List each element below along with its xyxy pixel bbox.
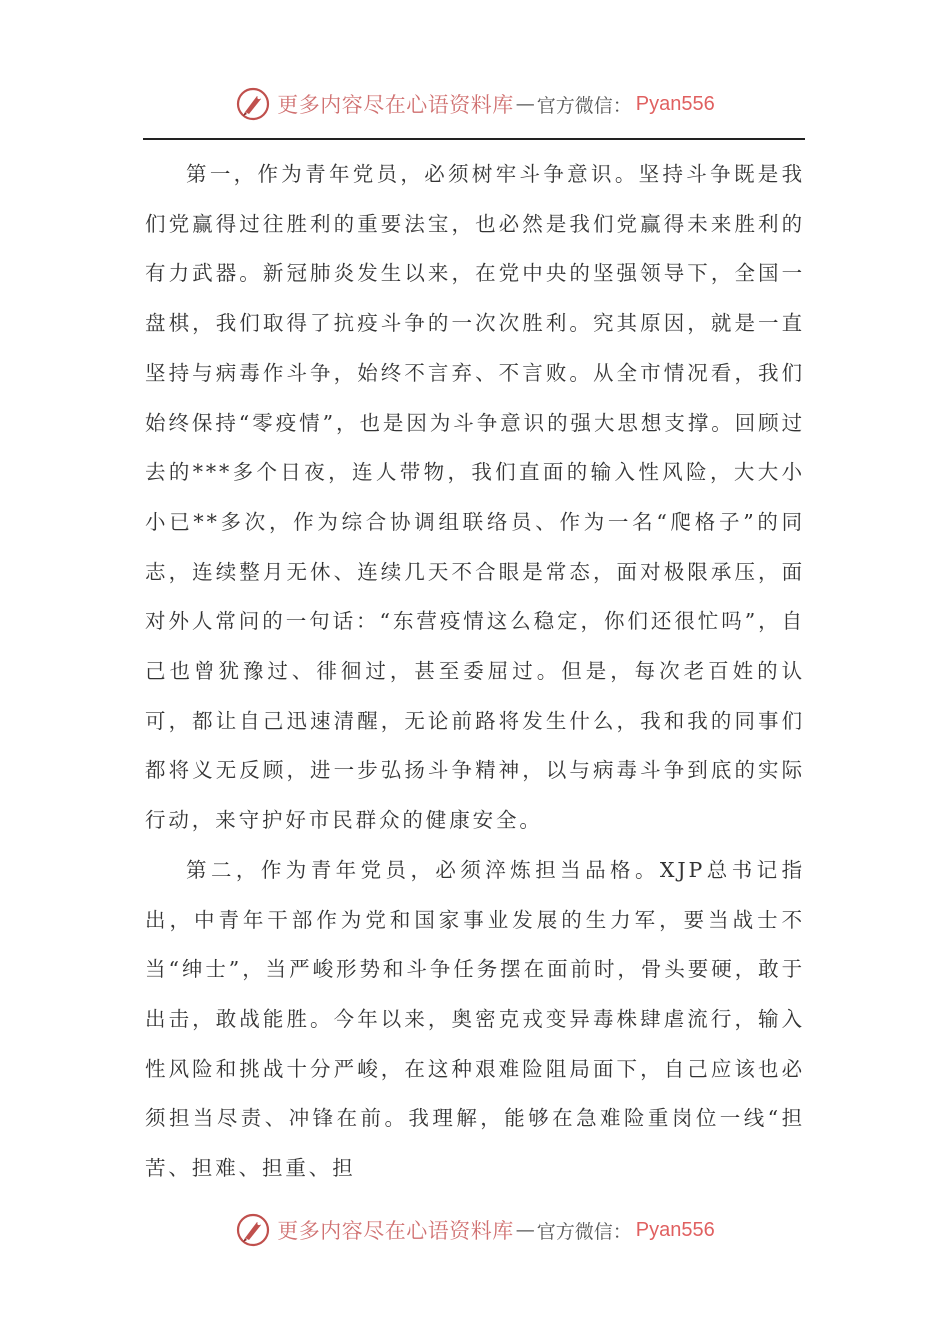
header-wechat-id: Pyan556 (635, 92, 715, 115)
header-wechat-label: 官方微信： (536, 94, 632, 117)
header-divider (143, 138, 805, 140)
footer-wechat-id: Pyan556 (635, 1218, 715, 1241)
header-dash: — (515, 93, 535, 115)
footer-brand-text: 更多内容尽在心语资料库 (277, 1219, 514, 1243)
footer-wechat-label: 官方微信： (536, 1220, 632, 1243)
footer-dash: — (515, 1219, 535, 1241)
header-banner (0, 82, 950, 126)
footer-banner (0, 1208, 950, 1252)
paragraph-1: 第一，作为青年党员，必须树牢斗争意识。坚持斗争既是我们党赢得过往胜利的重要法宝，也必然是我们党赢得未来胜利的有力武器。新冠肺炎发生以来，在党中央的坚强领导下，全国一盘棋，我们取得了抗疫斗争的一次次胜利。究其原因，就是一直坚持与病毒作斗争，始终不言弃、不言败。从全市情况看，我们始终保持“零疫情”，也是因为斗争意识的强大思想支撑。回顾过去的***多个日夜，连人带物，我们直面的输入性风险，大大小小已**多次，作为综合协调组联络员、作为一名“爬格子”的同志，连续整月无休、连续几天不合眼是常态，面对极限承压，面对外人常问的一句话：“东营疫情这么稳定，你们还很忙吗”，自己也曾犹豫过、徘徊过，甚至委屈过。但是，每次老百姓的认可，都让自己迅速清醒，无论前路将发生什么，我和我的同事们都将义无反顾，进一步弘扬斗争精神，以与病毒斗争到底的实际行动，来守护好市民群众的健康安全。 (145, 162, 805, 833)
paragraph-2: 第二，作为青年党员，必须淬炼担当品格。XJP总书记指出，中青年干部作为党和国家事业发展的生力军，要当战士不当“绅士”，当严峻形势和斗争任务摆在面前时，骨头要硬，敢于出击，敢战能胜。今年以来，奥密克戎变异毒株肆虐流行，输入性风险和挑战十分严峻，在这种艰难险阻局面下，自己应该也必须担当尽责、冲锋在前。我理解，能够在急难险重岗位一线“担苦、担难、担重、担 (145, 857, 805, 1181)
document-body (145, 150, 805, 1194)
header-brand-text: 更多内容尽在心语资料库 (277, 93, 514, 117)
fountain-pen-logo-icon (235, 1212, 271, 1248)
fountain-pen-logo-icon (235, 86, 271, 122)
